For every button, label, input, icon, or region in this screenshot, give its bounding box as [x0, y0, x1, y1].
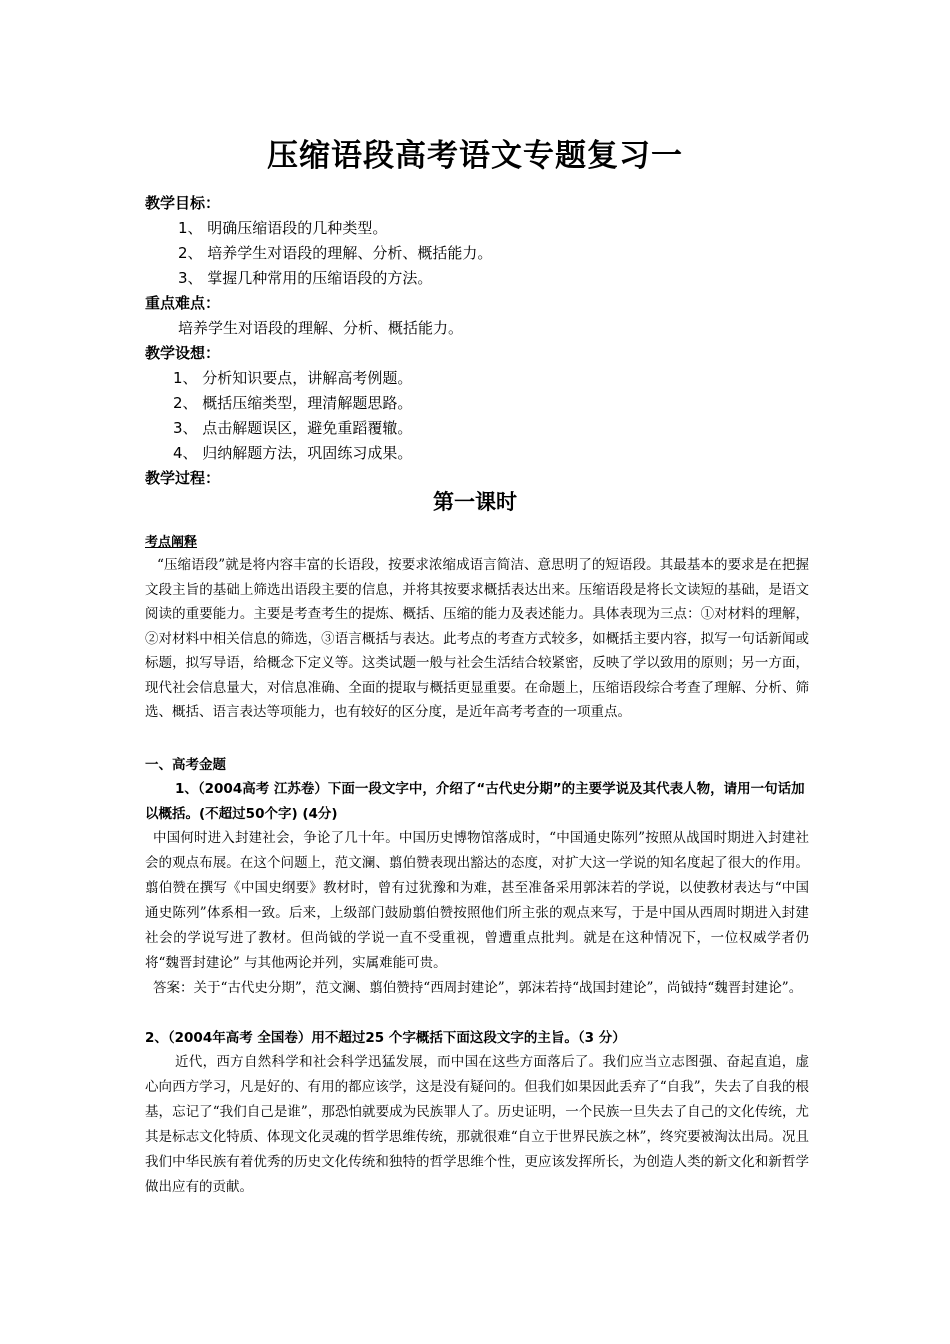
section1-heading: 一、高考金题 — [145, 757, 226, 773]
goal-item: 1、 明确压缩语段的几种类型。 — [178, 219, 388, 237]
kd-heading: 考点阐释 — [145, 535, 198, 550]
focus-heading: 重点难点： — [145, 294, 221, 312]
question-2: 2、（2004年高考 全国卷）用不超过25 个字概括下面这段文字的主旨。（3 分） — [145, 1030, 626, 1046]
kd-paragraph: “压缩语段”就是将内容丰富的长语段，按要求浓缩成语言简洁、意思明了的短语段。其最基本的要求是在把握文段主旨的基础上筛选出语段主要的信息，并将其按要求概括表达出来。压缩语段是将长文读短的基础，是语文阅读的重要能力。主要是考查考生的提炼、概括、压缩的能力及表述能力。具体表现为三点：①对材料的理解，②对材料中相关信息的筛选，③语言概括与表达。此考点的考查方式较多，如概括主要内容，拟写一句话新闻或标题，拟写导语，给概念下定义等。这类试题一般与社会生活结合较紧密，反映了学以致用的原则；另一方面，现代社会信息量大，对信息准确、全面的提取与概括更显重要。在命题上，压缩语段综合考查了理解、分析、筛选、概括、语言表达等项能力，也有较好的区分度，是近年高考考查的一项重点。 — [145, 557, 809, 720]
document-title: 压缩语段高考语文专题复习一 — [267, 138, 683, 174]
question-1: 1、（2004高考 江苏卷）下面一段文字中，介绍了“古代史分期”的主要学说及其代表人物，请用一句话加以概括。(不超过50个字) (4分) — [145, 781, 805, 822]
design-heading: 教学设想： — [145, 344, 221, 362]
design-item: 1、 分析知识要点，讲解高考例题。 — [173, 369, 413, 387]
design-item: 4、 归纳解题方法，巩固练习成果。 — [173, 444, 413, 462]
question-2-text: 近代，西方自然科学和社会科学迅猛发展，而中国在这些方面落后了。我们应当立志图强、奋起直追，虚心向西方学习，凡是好的、有用的都应该学，这是没有疑问的。但我们如果因此丢弃了“自我”，失去了自我的根基，忘记了“我们自己是谁”，那恐怕就要成为民族罪人了。历史证明，一个民族一旦失去了自己的文化传统，尤其是标志文化特质、体现文化灵魂的哲学思维传统，那就很难“自立于世界民族之林”，终究要被淘汰出局。况且我们中华民族有着优秀的历史文化传统和独特的哲学思维个性，更应该发挥所长，为创造人类的新文化和新哲学做出应有的贡献。 — [145, 1054, 809, 1195]
design-item: 3、 点击解题误区，避免重蹈覆辙。 — [173, 419, 413, 437]
focus-text: 培养学生对语段的理解、分析、概括能力。 — [178, 319, 464, 337]
goal-item: 3、 掌握几种常用的压缩语段的方法。 — [178, 269, 433, 287]
question-1-text: 中国何时进入封建社会，争论了几十年。中国历史博物馆落成时，“中国通史陈列”按照从战国时期进入封建社会的观点布展。在这个问题上，范文澜、翦伯赞表现出豁达的态度，对扩大这一学说的知名度起了很大的作用。翦伯赞在撰写《中国史纲要》教材时，曾有过犹豫和为难，甚至准备采用郭沫若的学说，以使教材表达与“中国通史陈列”体系相一致。后来，上级部门鼓励翦伯赞按照他们所主张的观点来写，于是中国从西周时期进入封建社会的学说写进了教材。但尚钺的学说一直不受重视，曾遭重点批判。就是在这种情况下，一位权威学者仍将“魏晋封建论” 与其他两论并列，实属难能可贵。 — [145, 830, 809, 971]
goal-item: 2、 培养学生对语段的理解、分析、概括能力。 — [178, 244, 493, 262]
question-1-answer: 答案：关于“古代史分期”，范文澜、翦伯赞持“西周封建论”，郭沫若持“战国封建论”，尚钺持“魏晋封建论”。 — [153, 980, 803, 996]
lesson-title: 第一课时 — [433, 490, 517, 514]
process-heading: 教学过程： — [145, 469, 221, 487]
design-item: 2、 概括压缩类型，理清解题思路。 — [173, 394, 413, 412]
goals-heading: 教学目标： — [145, 194, 221, 212]
